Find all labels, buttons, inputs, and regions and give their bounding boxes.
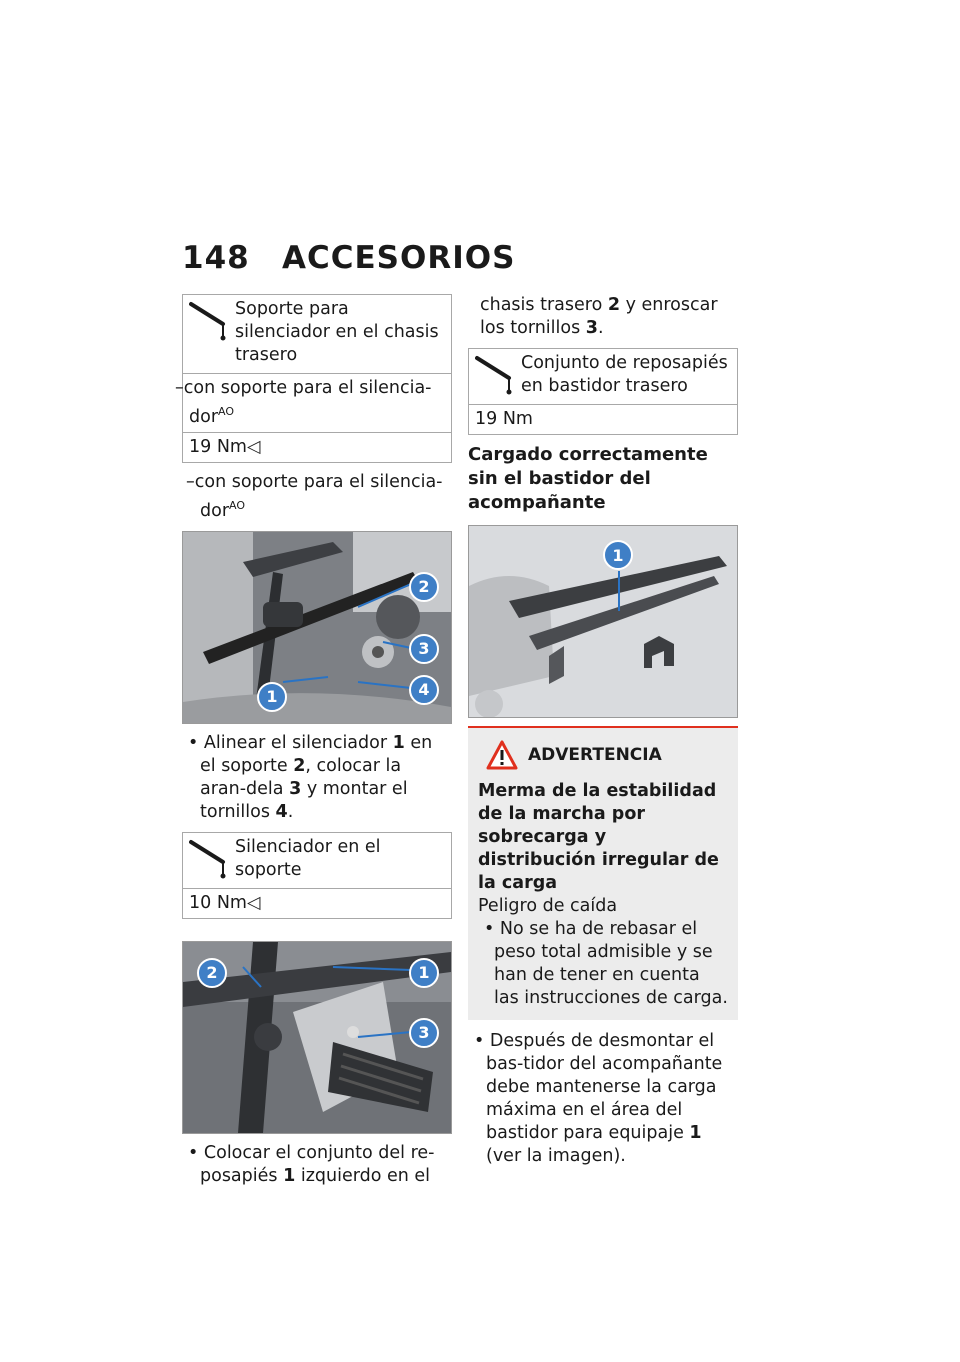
callout-1: 1 [257,682,287,712]
step-place-footrest: • Colocar el conjunto del re-posapiés 1 izquierdo en el [188,1142,435,1186]
section-heading: Cargado correctamente sin el bastidor del acompañante [468,444,708,513]
section-title: ACCESORIOS [282,240,516,276]
callout-3: 3 [409,634,439,664]
torque-value: 19 Nm [469,404,737,434]
torque-condition: –con soporte para el silencia-dor$^{AO}$ [183,373,451,432]
warning-danger: Peligro de caída [478,896,618,916]
torque-wrench-icon [189,298,235,342]
torque-head [469,349,737,404]
photo-muffler-bracket [182,531,452,724]
callout-1: 1 [603,540,633,570]
torque-value: 19 Nm◁ [183,432,451,462]
warning-title: ADVERTENCIA [478,740,728,770]
torque-wrench-icon [475,352,521,396]
warning-instruction: • No se ha de rebasar el peso total admisible y se han de tener en cuenta las instrucciones de carga. [484,919,728,1008]
callout-1: 1 [409,958,439,988]
torque-head [183,833,451,888]
callout-3: 3 [409,1018,439,1048]
warning-box [468,726,738,1020]
right-column [468,294,738,1176]
torque-wrench-icon [189,836,235,880]
page-header [182,240,515,276]
left-column [175,294,452,1196]
torque-label: Soporte para silenciador en el chasis trasero [235,299,439,365]
callout-4: 4 [409,675,439,705]
torque-label: Silenciador en el soporte [235,836,381,880]
torque-label: Conjunto de reposapiés en bastidor trasero [521,353,728,396]
step-max-load: • Después de desmontar el bas-tidor del acompañante debe mantenerse la carga máxima en el área del bastidor para equipaje 1 (ver la imagen). [474,1031,723,1166]
callout-2: 2 [197,958,227,988]
torque-box-muffler [182,832,452,919]
torque-head [183,295,451,373]
torque-box-footrest [468,348,738,435]
photo-luggage-rack [468,525,738,718]
condition-text: –con soporte para el silencia-dor$^{AO}$ [186,471,443,521]
page-number: 148 [182,240,250,276]
step-align-muffler: • Alinear el silenciador 1 en el soporte 2, colocar la aran-dela 3 y montar el tornillos 4. [188,732,433,822]
step-continuation: chasis trasero 2 y enroscar los tornillos 3. [480,295,718,338]
warning-headline: Merma de la estabilidad de la marcha por sobrecarga y distribución irregular de la carga [478,781,719,893]
torque-box-muffler-bracket [175,294,452,463]
torque-value: 10 Nm◁ [183,888,451,918]
warning-triangle-icon [486,740,518,770]
callout-2: 2 [409,572,439,602]
photo-footrest [182,941,452,1134]
